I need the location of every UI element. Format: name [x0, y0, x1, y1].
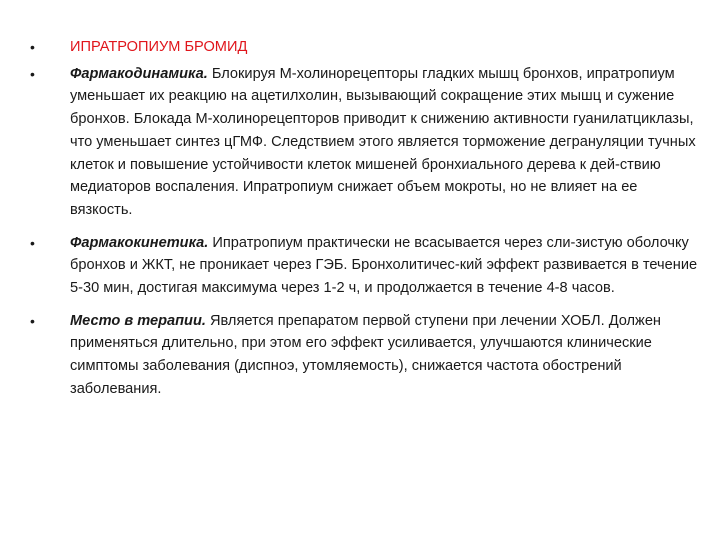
bullet-item-therapy-place [30, 310, 702, 401]
bullet-dot-icon: • [30, 65, 35, 82]
bullet-item-pharmacodynamics [30, 63, 702, 222]
bullet-dot-icon: • [30, 234, 35, 251]
pharmacokinetics-heading: Фармакокинетика. [70, 234, 209, 251]
pharmacodynamics-heading: Фармакодинамика. [70, 65, 208, 82]
therapy-place-heading: Место в терапии. [70, 312, 206, 329]
bullet-item-pharmacokinetics [30, 232, 702, 300]
bullet-list [30, 36, 702, 401]
bullet-dot-icon: • [30, 312, 35, 329]
therapy-place-text: Является препаратом первой ступени при лечении ХОБЛ. Должен применяться длительно, при этом его эффект усиливается, улучшаются клинические симптомы заболевания (диспноэ, утомляемость), снижается частота обострений заболевания. [70, 312, 661, 397]
bullet-dot-icon: • [30, 39, 35, 55]
bullet-item-title [30, 36, 702, 59]
pharmacodynamics-text: Блокируя М-холинорецепторы гладких мышц бронхов, ипратропиум уменьшает их реакцию на ацетилхолин, вызывающий сокращение этих мышц и сужение бронхов. Блокада М-холинорецепторов приводит к снижению активности гуанилатциклазы, что уменьшает синтез цГМФ. Следствием этого является торможение дегрануляции тучных клеток и повышение устойчивости клеток мишеней бронхиального дерева к дей-ствию медиаторов воспаления. Ипратропиум снижает объем мокроты, но не влияет на ее вязкость. [70, 65, 696, 218]
pharmacokinetics-text: Ипратропиум практически не всасывается через сли-зистую оболочку бронхов и ЖКТ, не проникает через ГЭБ. Бронхолитичес-кий эффект развивается в течение 5-30 мин, достигая максимума через 1-2 ч, и продолжается в течение 4-8 часов. [70, 234, 698, 297]
slide-title: ИПРАТРОПИУМ БРОМИД [70, 39, 248, 55]
